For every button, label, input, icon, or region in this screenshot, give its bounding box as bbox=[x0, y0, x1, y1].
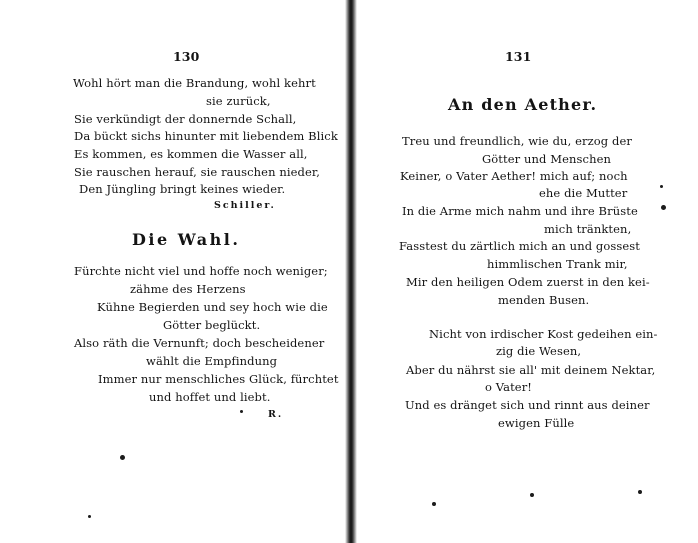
poem-line: und hoffet und liebt. bbox=[149, 390, 271, 404]
poem-line: Keiner, o Vater Aether! mich auf; noch bbox=[400, 169, 628, 183]
poem-line: ewigen Fülle bbox=[498, 416, 575, 430]
poem-line: Mir den heiligen Odem zuerst in den kei- bbox=[406, 275, 650, 289]
poem-line: ehe die Mutter bbox=[539, 186, 628, 200]
page-number-right: 131 bbox=[505, 49, 532, 64]
poem-line: Den Jüngling bringt keines wieder. bbox=[79, 182, 286, 196]
poem-line: Immer nur menschliches Glück, fürchtet bbox=[98, 372, 339, 386]
poem-title: An den Aether. bbox=[448, 95, 598, 114]
poem-line: Da bückt sichs hinunter mit liebendem Blick bbox=[74, 129, 338, 143]
poem-line: Wohl hört man die Brandung, wohl kehrt bbox=[73, 76, 316, 90]
poem-line: sie zurück, bbox=[206, 94, 271, 108]
ink-speck bbox=[120, 455, 125, 460]
ink-speck bbox=[661, 205, 666, 210]
poem-line: Also räth die Vernunft; doch bescheidener bbox=[74, 336, 325, 350]
page-number-left: 130 bbox=[173, 49, 200, 64]
poem-line: Und es dränget sich und rinnt aus deiner bbox=[405, 398, 650, 412]
book-gutter bbox=[345, 0, 357, 543]
poem-line: Treu und freundlich, wie du, erzog der bbox=[402, 134, 632, 148]
poem-line: Es kommen, es kommen die Wasser all, bbox=[74, 147, 308, 161]
poem-line: wählt die Empfindung bbox=[146, 354, 278, 368]
poem-line: o Vater! bbox=[485, 380, 533, 394]
ink-speck bbox=[88, 515, 91, 518]
poem-line: himmlischen Trank mir, bbox=[487, 257, 628, 271]
author-signature: R. bbox=[268, 409, 284, 420]
author-signature: Schiller. bbox=[214, 200, 276, 211]
poem-line: In die Arme mich nahm und ihre Brüste bbox=[402, 204, 638, 218]
poem-line: Götter beglückt. bbox=[163, 318, 261, 332]
poem-line: zig die Wesen, bbox=[496, 344, 582, 358]
ink-speck bbox=[638, 490, 642, 494]
poem-line: menden Busen. bbox=[498, 293, 590, 307]
poem-line: Sie verkündigt der donnernde Schall, bbox=[74, 112, 297, 126]
left-page bbox=[0, 0, 345, 543]
poem-line: mich tränkten, bbox=[544, 222, 632, 236]
poem-line: Aber du nährst sie all' mit deinem Nektar, bbox=[406, 363, 656, 377]
poem-title: Die Wahl. bbox=[132, 230, 241, 249]
poem-line: Götter und Menschen bbox=[482, 152, 611, 166]
ink-speck bbox=[660, 185, 663, 188]
poem-line: Kühne Begierden und sey hoch wie die bbox=[97, 300, 328, 314]
poem-line: Sie rauschen herauf, sie rauschen nieder, bbox=[74, 165, 320, 179]
ink-speck bbox=[530, 493, 534, 497]
ink-speck bbox=[240, 410, 243, 413]
poem-line: Nicht von irdischer Kost gedeihen ein- bbox=[429, 327, 658, 341]
poem-line: zähme des Herzens bbox=[130, 282, 246, 296]
poem-line: Fasstest du zärtlich mich an und gossest bbox=[399, 239, 641, 253]
poem-line: Fürchte nicht viel und hoffe noch weniger; bbox=[74, 264, 328, 278]
right-page bbox=[357, 0, 698, 543]
ink-speck bbox=[432, 502, 436, 506]
